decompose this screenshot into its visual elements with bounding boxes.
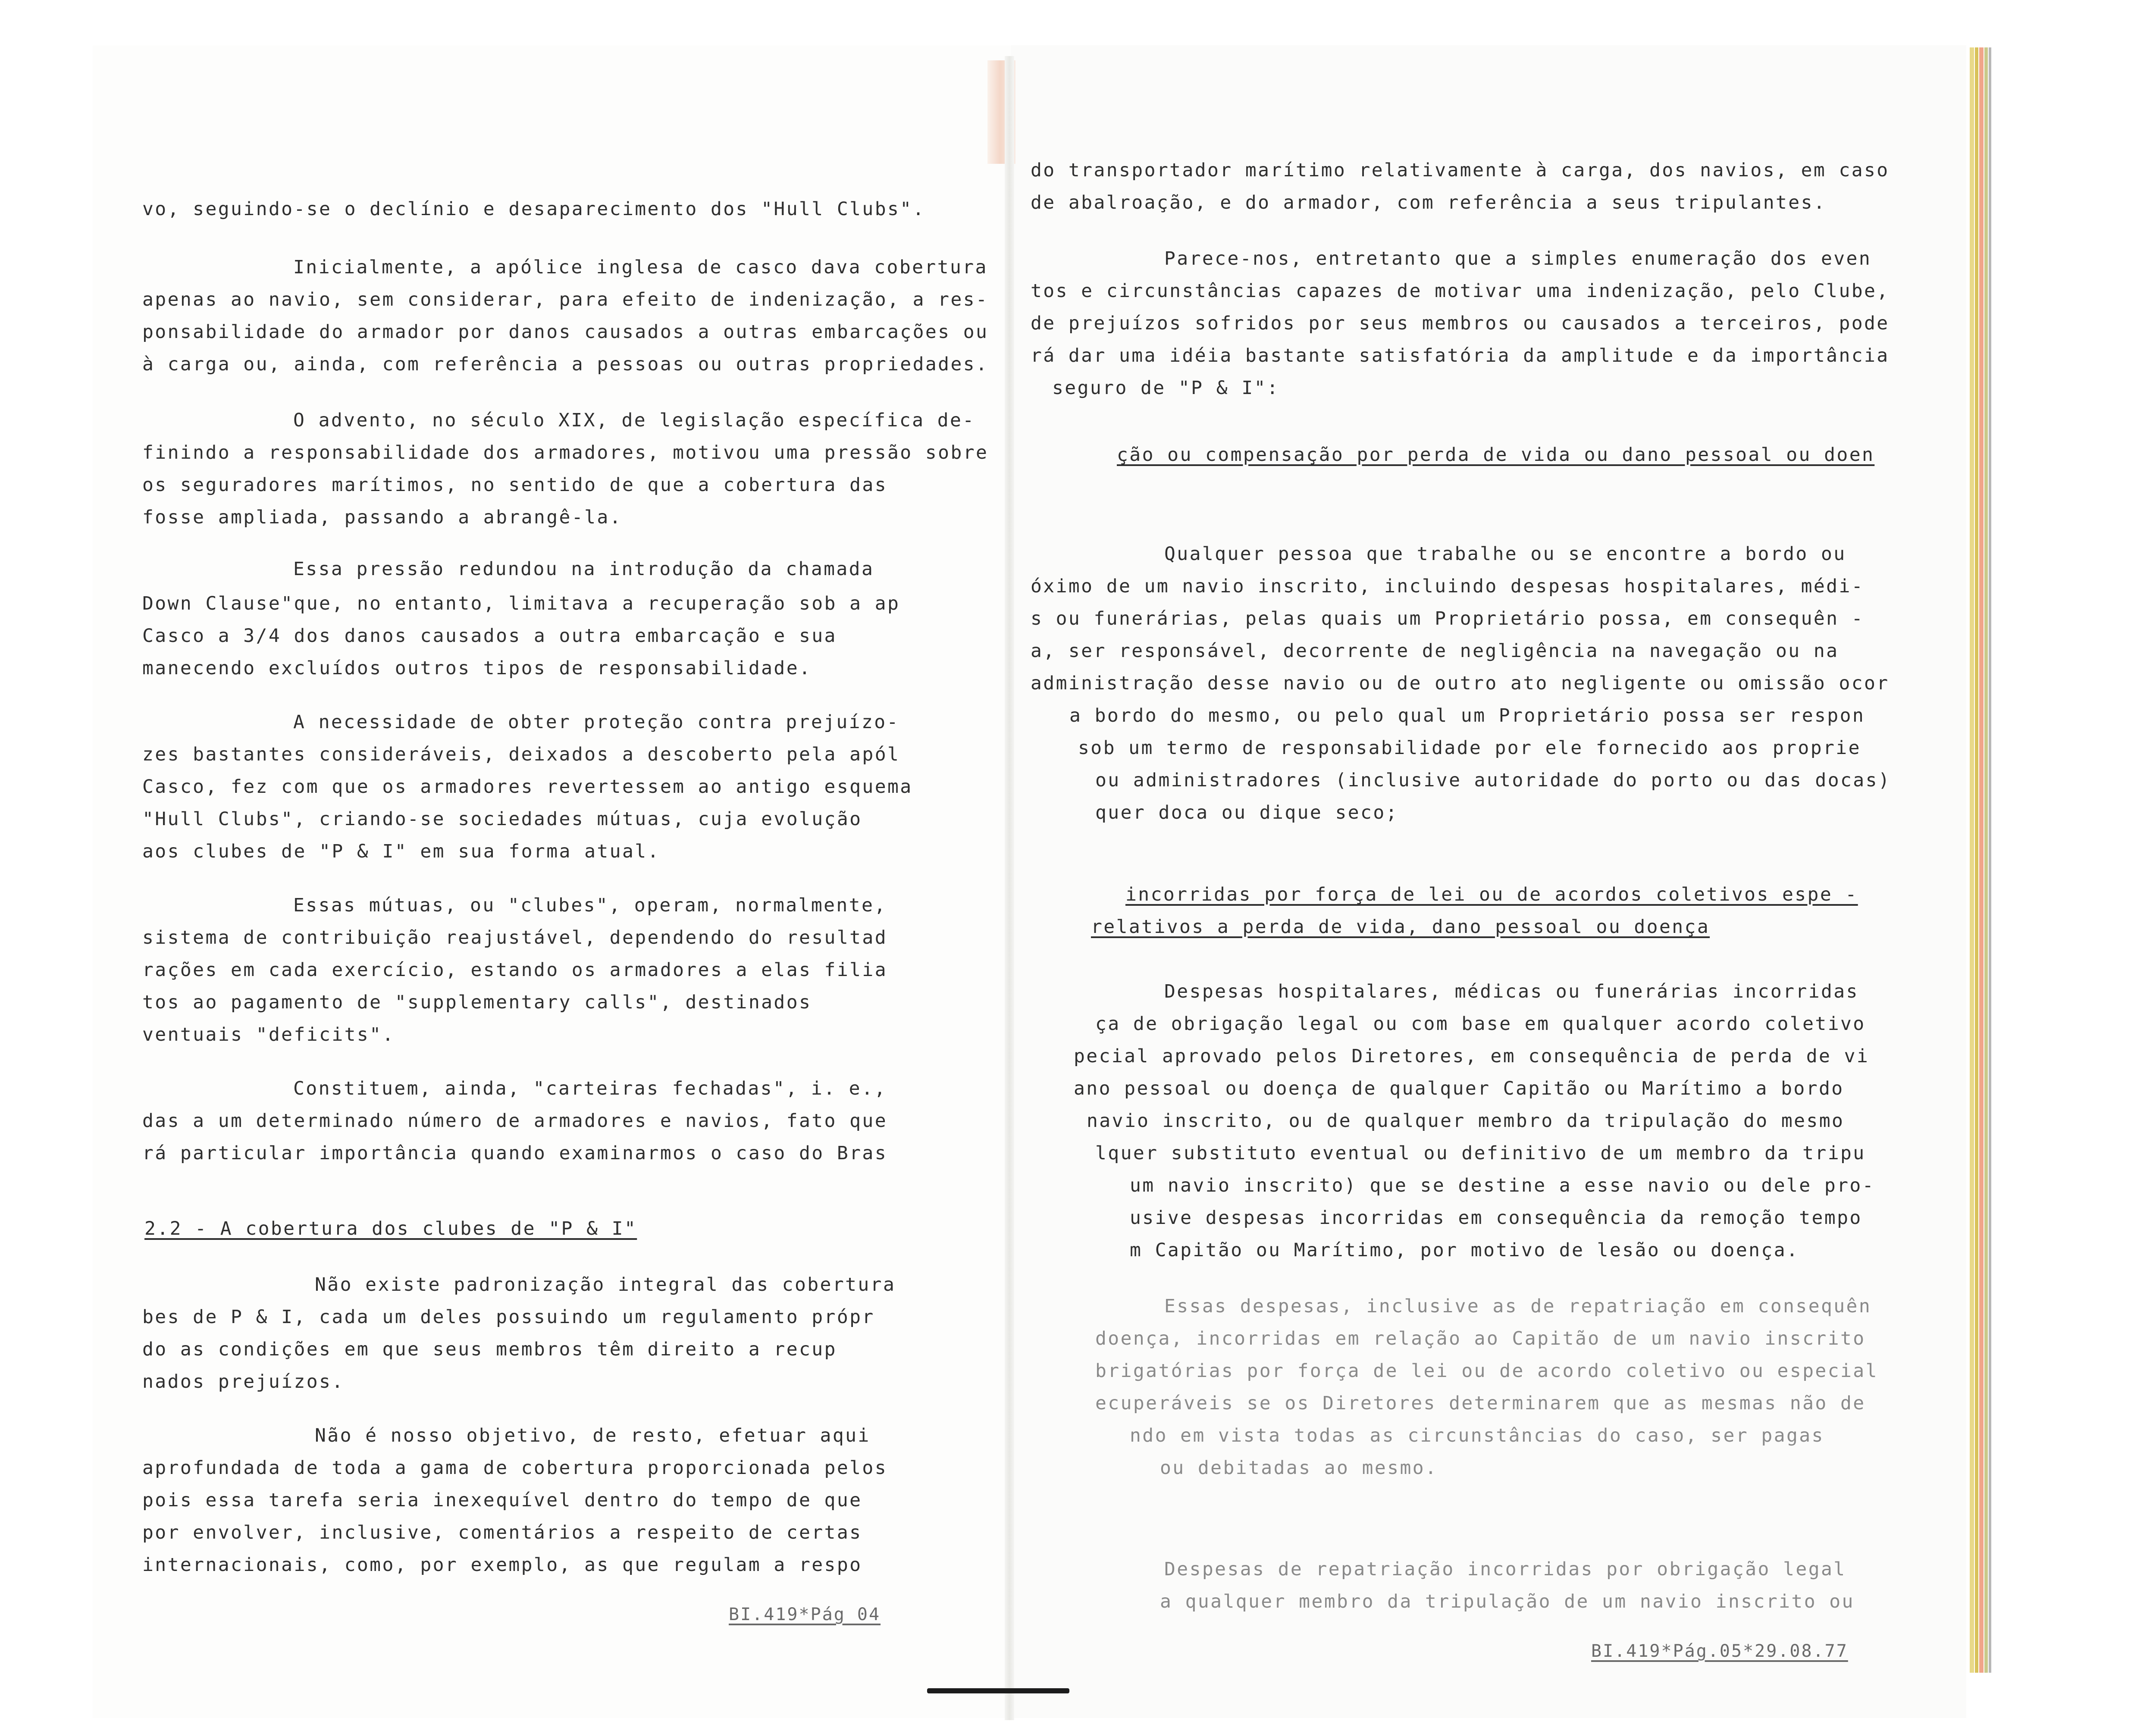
book-spine (1005, 56, 1014, 1720)
right-line-21: ça de obrigação legal ou com base em qualquer acordo coletivo (1095, 1013, 1866, 1035)
left-line-10: Essa pressão redundou na introdução da chamada (293, 558, 874, 580)
left-line-4: ponsabilidade do armador por danos causados a outras embarcações ou (142, 321, 989, 343)
left-line-16: Casco, fez com que os armadores revertessem ao antigo esquema (142, 776, 913, 798)
left-line-26: rá particular importância quando examinarmos o caso do Bras (142, 1142, 888, 1164)
left-line-17: "Hull Clubs", criando-se sociedades mútuas, cuja evolução (142, 808, 862, 830)
right-line-7: seguro de "P & I": (1052, 377, 1280, 399)
right-line-20: Despesas hospitalares, médicas ou funerárias incorridas (1164, 981, 1859, 1002)
left-line-23: ventuais "deficits". (142, 1024, 395, 1045)
right-line-10: óximo de um navio inscrito, incluindo despesas hospitalares, médi- (1031, 576, 1865, 597)
left-line-19: Essas mútuas, ou "clubes", operam, normalmente, (293, 895, 887, 916)
right-line-35: Despesas de repatriação incorridas por obrigação legal (1164, 1558, 1846, 1580)
left-line-21: rações em cada exercício, estando os armadores a elas filia (142, 959, 888, 981)
right-line-32: ecuperáveis se os Diretores determinarem que as mesmas não de (1095, 1392, 1866, 1414)
left-line-20: sistema de contribuição reajustável, dependendo do resultad (142, 927, 888, 948)
right-line-26: um navio inscrito) que se destine a esse navio ou dele pro- (1130, 1175, 1875, 1196)
left-line-36: internacionais, como, por exemplo, as que regulam a respo (142, 1554, 862, 1576)
right-line-33: ndo em vista todas as circunstâncias do caso, ser pagas (1130, 1425, 1824, 1446)
left-line-18: aos clubes de "P & I" em sua forma atual. (142, 841, 660, 862)
right-heading-compensation: ção ou compensação por perda de vida ou dano pessoal ou doen (1117, 444, 1875, 466)
right-line-25: lquer substituto eventual ou definitivo de um membro da tripu (1095, 1142, 1866, 1164)
right-line-12: a, ser responsável, decorrente de negligência na navegação ou na (1031, 640, 1839, 662)
left-line-13: manecendo excluídos outros tipos de responsabilidade. (142, 657, 812, 679)
right-line-3: Parece-nos, entretanto que a simples enumeração dos even (1164, 248, 1872, 269)
left-line-1: vo, seguindo-se o declínio e desaparecimento dos "Hull Clubs". (142, 198, 925, 220)
left-line-5: à carga ou, ainda, com referência a pessoas ou outras propriedades. (142, 354, 989, 375)
left-line-32: Não é nosso objetivo, de resto, efetuar aqui (315, 1425, 871, 1446)
left-line-28: Não existe padronização integral das cobertura (315, 1274, 896, 1295)
right-line-28: m Capitão ou Marítimo, por motivo de lesão ou doença. (1130, 1239, 1799, 1261)
right-line-17: quer doca ou dique seco; (1095, 802, 1398, 823)
section-heading-2-2: 2.2 - A cobertura dos clubes de "P & I" (144, 1218, 637, 1239)
left-line-15: zes bastantes consideráveis, deixados a descoberto pela apól (142, 744, 900, 765)
left-line-30: do as condições em que seus membros têm direito a recup (142, 1339, 837, 1360)
right-line-30: doença, incorridas em relação ao Capitão de um navio inscrito (1095, 1328, 1866, 1349)
right-line-5: de prejuízos sofridos por seus membros ou causados a terceiros, pode (1031, 313, 1890, 334)
left-line-14: A necessidade de obter proteção contra prejuízo- (293, 711, 899, 733)
right-line-9: Qualquer pessoa que trabalhe ou se encontre a bordo ou (1164, 543, 1846, 565)
left-line-2: Inicialmente, a apólice inglesa de casco dava cobertura (293, 257, 988, 278)
right-line-6: rá dar uma idéia bastante satisfatória da amplitude e da importância (1031, 345, 1890, 366)
right-heading-relativos: relativos a perda de vida, dano pessoal ou doença (1091, 916, 1710, 938)
right-line-11: s ou funerárias, pelas quais um Proprietário possa, em consequên - (1031, 608, 1865, 629)
left-line-33: aprofundada de toda a gama de cobertura proporcionada pelos (142, 1457, 888, 1479)
left-line-24: Constituem, ainda, "carteiras fechadas", i. e., (293, 1078, 887, 1099)
right-line-31: brigatórias por força de lei ou de acordo coletivo ou especial (1095, 1360, 1878, 1382)
right-line-2: de abalroação, e do armador, com referência a seus tripulantes. (1031, 192, 1827, 213)
right-line-36: a qualquer membro da tripulação de um navio inscrito ou (1160, 1591, 1855, 1612)
left-line-31: nados prejuízos. (142, 1371, 345, 1392)
left-line-8: os seguradores marítimos, no sentido de que a cobertura das (142, 474, 888, 496)
right-heading-incorridas: incorridas por força de lei ou de acordos coletivos espe - (1125, 884, 1858, 905)
right-line-29: Essas despesas, inclusive as de repatriação em consequên (1164, 1295, 1872, 1317)
right-line-4: tos e circunstâncias capazes de motivar uma indenização, pelo Clube, (1031, 280, 1890, 302)
page-edges (1970, 47, 2000, 1673)
right-line-16: ou administradores (inclusive autoridade do porto ou das docas) (1095, 770, 1891, 791)
left-line-25: das a um determinado número de armadores e navios, fato que (142, 1110, 888, 1132)
left-line-12: Casco a 3/4 dos danos causados a outra embarcação e sua (142, 625, 837, 647)
right-line-22: pecial aprovado pelos Diretores, em consequência de perda de vi (1074, 1045, 1870, 1067)
left-line-34: pois essa tarefa seria inexequível dentro do tempo de que (142, 1489, 862, 1511)
spine-shadow (927, 1688, 1069, 1693)
left-line-6: O advento, no século XIX, de legislação específica de- (293, 410, 975, 431)
left-line-9: fosse ampliada, passando a abrangê-la. (142, 507, 622, 528)
right-line-27: usive despesas incorridas em consequência da remoção tempo (1130, 1207, 1862, 1229)
left-line-29: bes de P & I, cada um deles possuindo um regulamento própr (142, 1306, 875, 1328)
right-line-34: ou debitadas ao mesmo. (1160, 1457, 1438, 1479)
right-line-1: do transportador marítimo relativamente à carga, dos navios, em caso (1031, 160, 1890, 181)
right-line-15: sob um termo de responsabilidade por ele fornecido aos proprie (1078, 737, 1861, 759)
left-line-11: Down Clause"que, no entanto, limitava a recuperação sob a ap (142, 593, 900, 614)
left-line-22: tos ao pagamento de "supplementary calls", destinados (142, 992, 812, 1013)
right-line-14: a bordo do mesmo, ou pelo qual um Proprietário possa ser respon (1069, 705, 1865, 726)
right-line-24: navio inscrito, ou de qualquer membro da tripulação do mesmo (1087, 1110, 1845, 1132)
right-line-23: ano pessoal ou doença de qualquer Capitão ou Marítimo a bordo (1074, 1078, 1844, 1099)
right-line-13: administração desse navio ou de outro ato negligente ou omissão ocor (1031, 673, 1890, 694)
left-line-7: finindo a responsabilidade dos armadores, motivou uma pressão sobre (142, 442, 989, 463)
right-page-footer: BI.419*Pág.05*29.08.77 (1591, 1641, 1848, 1661)
left-page-footer: BI.419*Pág 04 (729, 1605, 881, 1624)
left-line-3: apenas ao navio, sem considerar, para efeito de indenização, a res- (142, 289, 989, 310)
left-line-35: por envolver, inclusive, comentários a respeito de certas (142, 1522, 862, 1543)
